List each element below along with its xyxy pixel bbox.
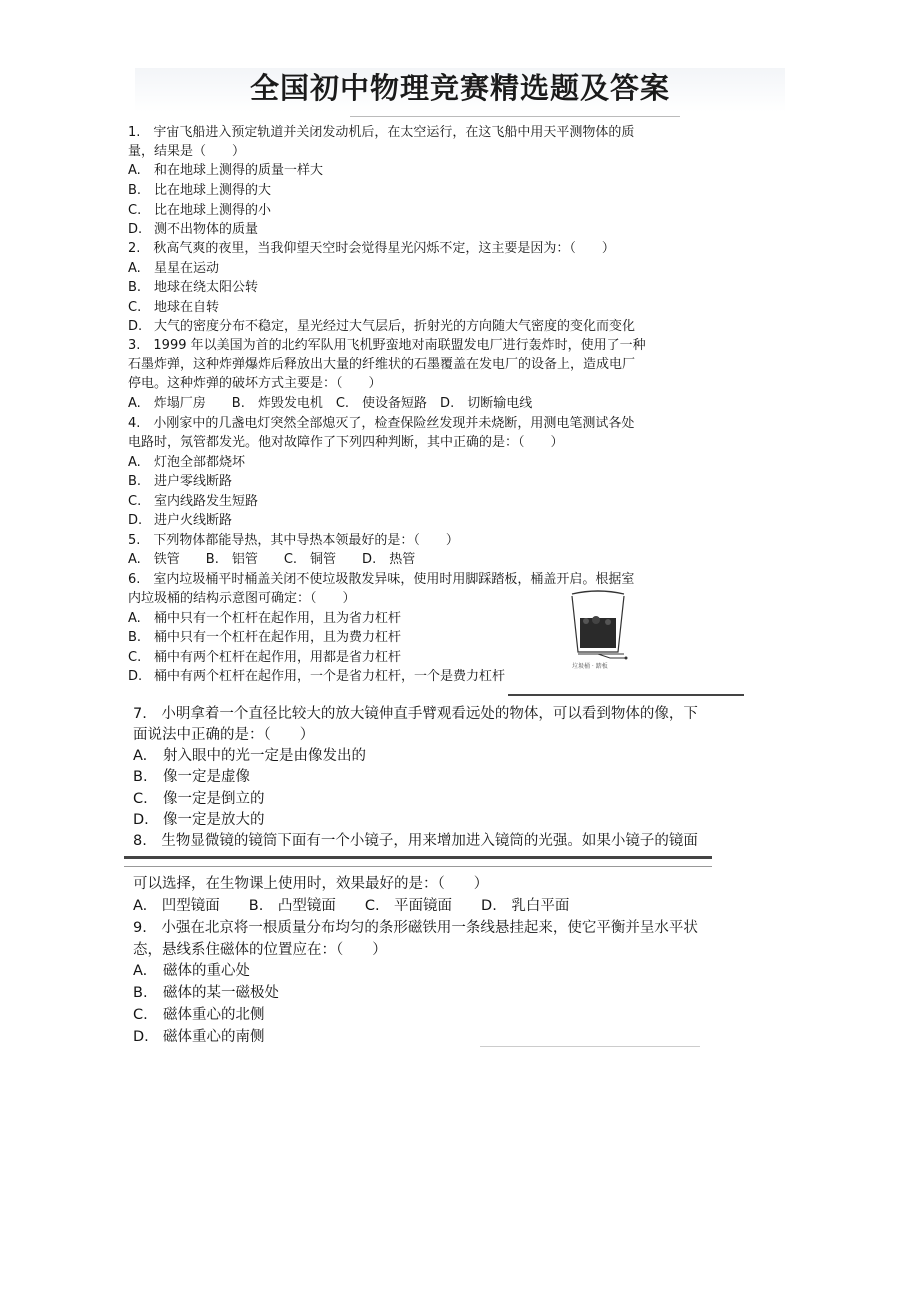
- q1-stem-line-1: 1. 宇宙飞船进入预定轨道并关闭发动机后，在太空运行，在这飞船中用天平测物体的质: [128, 125, 635, 140]
- option-letter: B.: [133, 985, 148, 1001]
- q9-option-b: [133, 984, 279, 1003]
- q7-option-d: [133, 811, 265, 830]
- option-letter: A.: [133, 748, 148, 764]
- q1-option-b: [128, 182, 271, 199]
- option-letter: C.: [133, 791, 148, 807]
- option-letter: B.: [128, 183, 142, 198]
- option-text: 磁体重心的北侧: [163, 1007, 265, 1023]
- option-text: 进户零线断路: [154, 474, 233, 489]
- q8-stem-line-1: 8. 生物显微镜的镜筒下面有一个小镜子，用来增加进入镜筒的光强。如果小镜子的镜面: [133, 833, 698, 849]
- option-letter: D.: [128, 513, 143, 528]
- option-letter: C.: [128, 494, 142, 509]
- option-letter: A.: [133, 963, 148, 979]
- option-text: 磁体重心的南侧: [163, 1029, 265, 1045]
- option-letter: D.: [128, 319, 143, 334]
- page-title: 全国初中物理竞赛精选题及答案: [249, 71, 670, 105]
- option-text: 像一定是放大的: [163, 812, 265, 828]
- q6-stem-line-1: 6. 室内垃圾桶平时桶盖关闭不使垃圾散发异味，使用时用脚踩踏板，桶盖开启。根据室: [128, 572, 635, 587]
- page-separator-3: [124, 866, 712, 867]
- q1-stem-line-2: 量，结果是（ ）: [128, 144, 246, 159]
- option-text: 比在地球上测得的小: [154, 203, 272, 218]
- option-text: 桶中只有一个杠杆在起作用，且为费力杠杆: [154, 630, 402, 645]
- q9-stem-line-1: 9. 小强在北京将一根质量分布均匀的条形磁铁用一条线悬挂起来，使它平衡并呈水平状: [133, 920, 698, 936]
- q6-stem-line-2: 内垃圾桶的结构示意图可确定：（ ）: [128, 591, 356, 606]
- q6-option-d: [128, 668, 505, 685]
- option-text: 灯泡全部都烧坏: [154, 455, 246, 470]
- option-text: 磁体的某一磁极处: [163, 985, 279, 1001]
- q7-stem-line-2: 面说法中正确的是：（ ）: [133, 727, 315, 743]
- q3-stem-line-3: 停电。这种炸弹的破坏方式主要是：（ ）: [128, 376, 382, 391]
- q7-option-b: [133, 768, 250, 787]
- option-text: 星星在运动: [154, 261, 220, 276]
- option-text: 桶中有两个杠杆在起作用，用都是省力杠杆: [154, 650, 402, 665]
- option-letter: C.: [128, 203, 142, 218]
- q8-inline-options: A. 凹型镜面 B. 凸型镜面 C. 平面镜面 D. 乳白平面: [133, 898, 570, 914]
- page-separator-2: [124, 856, 712, 859]
- q5-stem-line-1: 5. 下列物体都能导热，其中导热本领最好的是：（ ）: [128, 533, 459, 548]
- option-text: 比在地球上测得的大: [154, 183, 272, 198]
- option-letter: C.: [128, 300, 142, 315]
- q6-option-c: [128, 649, 401, 666]
- q2-stem-line-1: 2. 秋高气爽的夜里，当我仰望天空时会觉得星光闪烁不定，这主要是因为：（ ）: [128, 241, 615, 256]
- option-text: 测不出物体的质量: [154, 222, 259, 237]
- option-letter: D.: [133, 812, 149, 828]
- q4-stem-line-1: 4. 小刚家中的几盏电灯突然全部熄灭了，检查保险丝发现并未烧断，用测电笔测试各处: [128, 416, 635, 431]
- q6-option-a: [128, 610, 401, 627]
- q2-option-d: [128, 318, 635, 335]
- page-separator-1: [508, 694, 744, 696]
- q3-stem-line-1: 3. 1999 年以美国为首的北约军队用飞机野蛮地对南联盟发电厂进行轰炸时，使用了一种: [128, 338, 646, 353]
- q1-option-d: [128, 221, 258, 238]
- option-text: 像一定是虚像: [163, 769, 250, 785]
- q8-stem-line-2: 可以选择，在生物课上使用时，效果最好的是：（ ）: [133, 876, 489, 892]
- q7-stem-line-1: 7. 小明拿着一个直径比较大的放大镜伸直手臂观看远处的物体，可以看到物体的像，下: [133, 706, 698, 722]
- bottom-rule: [480, 1046, 700, 1047]
- option-letter: A.: [128, 611, 141, 626]
- option-text: 室内线路发生短路: [154, 494, 259, 509]
- option-text: 桶中有两个杠杆在起作用，一个是省力杠杆，一个是费力杠杆: [154, 669, 506, 684]
- q9-option-a: [133, 962, 250, 981]
- option-letter: B.: [128, 630, 142, 645]
- option-letter: D.: [128, 222, 143, 237]
- option-text: 和在地球上测得的质量一样大: [154, 163, 324, 178]
- q2-option-a: [128, 260, 219, 277]
- q4-option-d: [128, 512, 232, 529]
- q2-option-b: [128, 279, 258, 296]
- option-text: 磁体的重心处: [163, 963, 250, 979]
- option-text: 地球在自转: [154, 300, 220, 315]
- option-text: 桶中只有一个杠杆在起作用，且为省力杠杆: [154, 611, 402, 626]
- trash-can-diagram: [566, 588, 630, 666]
- q2-option-c: [128, 299, 219, 316]
- option-letter: C.: [128, 650, 142, 665]
- option-text: 进户火线断路: [154, 513, 233, 528]
- option-text: 像一定是倒立的: [163, 791, 265, 807]
- option-letter: A.: [128, 455, 141, 470]
- q4-option-a: [128, 454, 245, 471]
- q1-option-c: [128, 202, 271, 219]
- q9-option-d: [133, 1028, 265, 1047]
- option-letter: A.: [128, 163, 141, 178]
- option-letter: C.: [133, 1007, 148, 1023]
- option-text: 大气的密度分布不稳定，星光经过大气层后，折射光的方向随大气密度的变化而变化: [154, 319, 636, 334]
- q7-option-c: [133, 790, 265, 809]
- q9-stem-line-2: 态，悬线系住磁体的位置应在：（ ）: [133, 942, 387, 958]
- q1-option-a: [128, 162, 323, 179]
- q3-stem-line-2: 石墨炸弹，这种炸弹爆炸后释放出大量的纤维状的石墨覆盖在发电厂的设备上，造成电厂: [128, 357, 636, 372]
- option-text: 射入眼中的光一定是由像发出的: [163, 748, 366, 764]
- option-letter: D.: [133, 1029, 149, 1045]
- option-letter: B.: [128, 280, 142, 295]
- figure-caption: 垃圾桶 · 踏板: [572, 663, 608, 670]
- q3-inline-options: A. 炸塌厂房 B. 炸毁发电机 C. 使设备短路 D. 切断输电线: [128, 396, 533, 411]
- option-letter: D.: [128, 669, 143, 684]
- q6-option-b: [128, 629, 401, 646]
- q9-option-c: [133, 1006, 265, 1025]
- option-text: 地球在绕太阳公转: [154, 280, 259, 295]
- q4-stem-line-2: 电路时，氖管都发光。他对故障作了下列四种判断，其中正确的是：（ ）: [128, 435, 564, 450]
- title-underline: [350, 116, 680, 117]
- q4-option-c: [128, 493, 258, 510]
- option-letter: B.: [133, 769, 148, 785]
- q4-option-b: [128, 473, 232, 490]
- option-letter: B.: [128, 474, 142, 489]
- q7-option-a: [133, 747, 366, 766]
- option-letter: A.: [128, 261, 141, 276]
- q5-inline-options: A. 铁管 B. 铝管 C. 铜管 D. 热管: [128, 552, 416, 567]
